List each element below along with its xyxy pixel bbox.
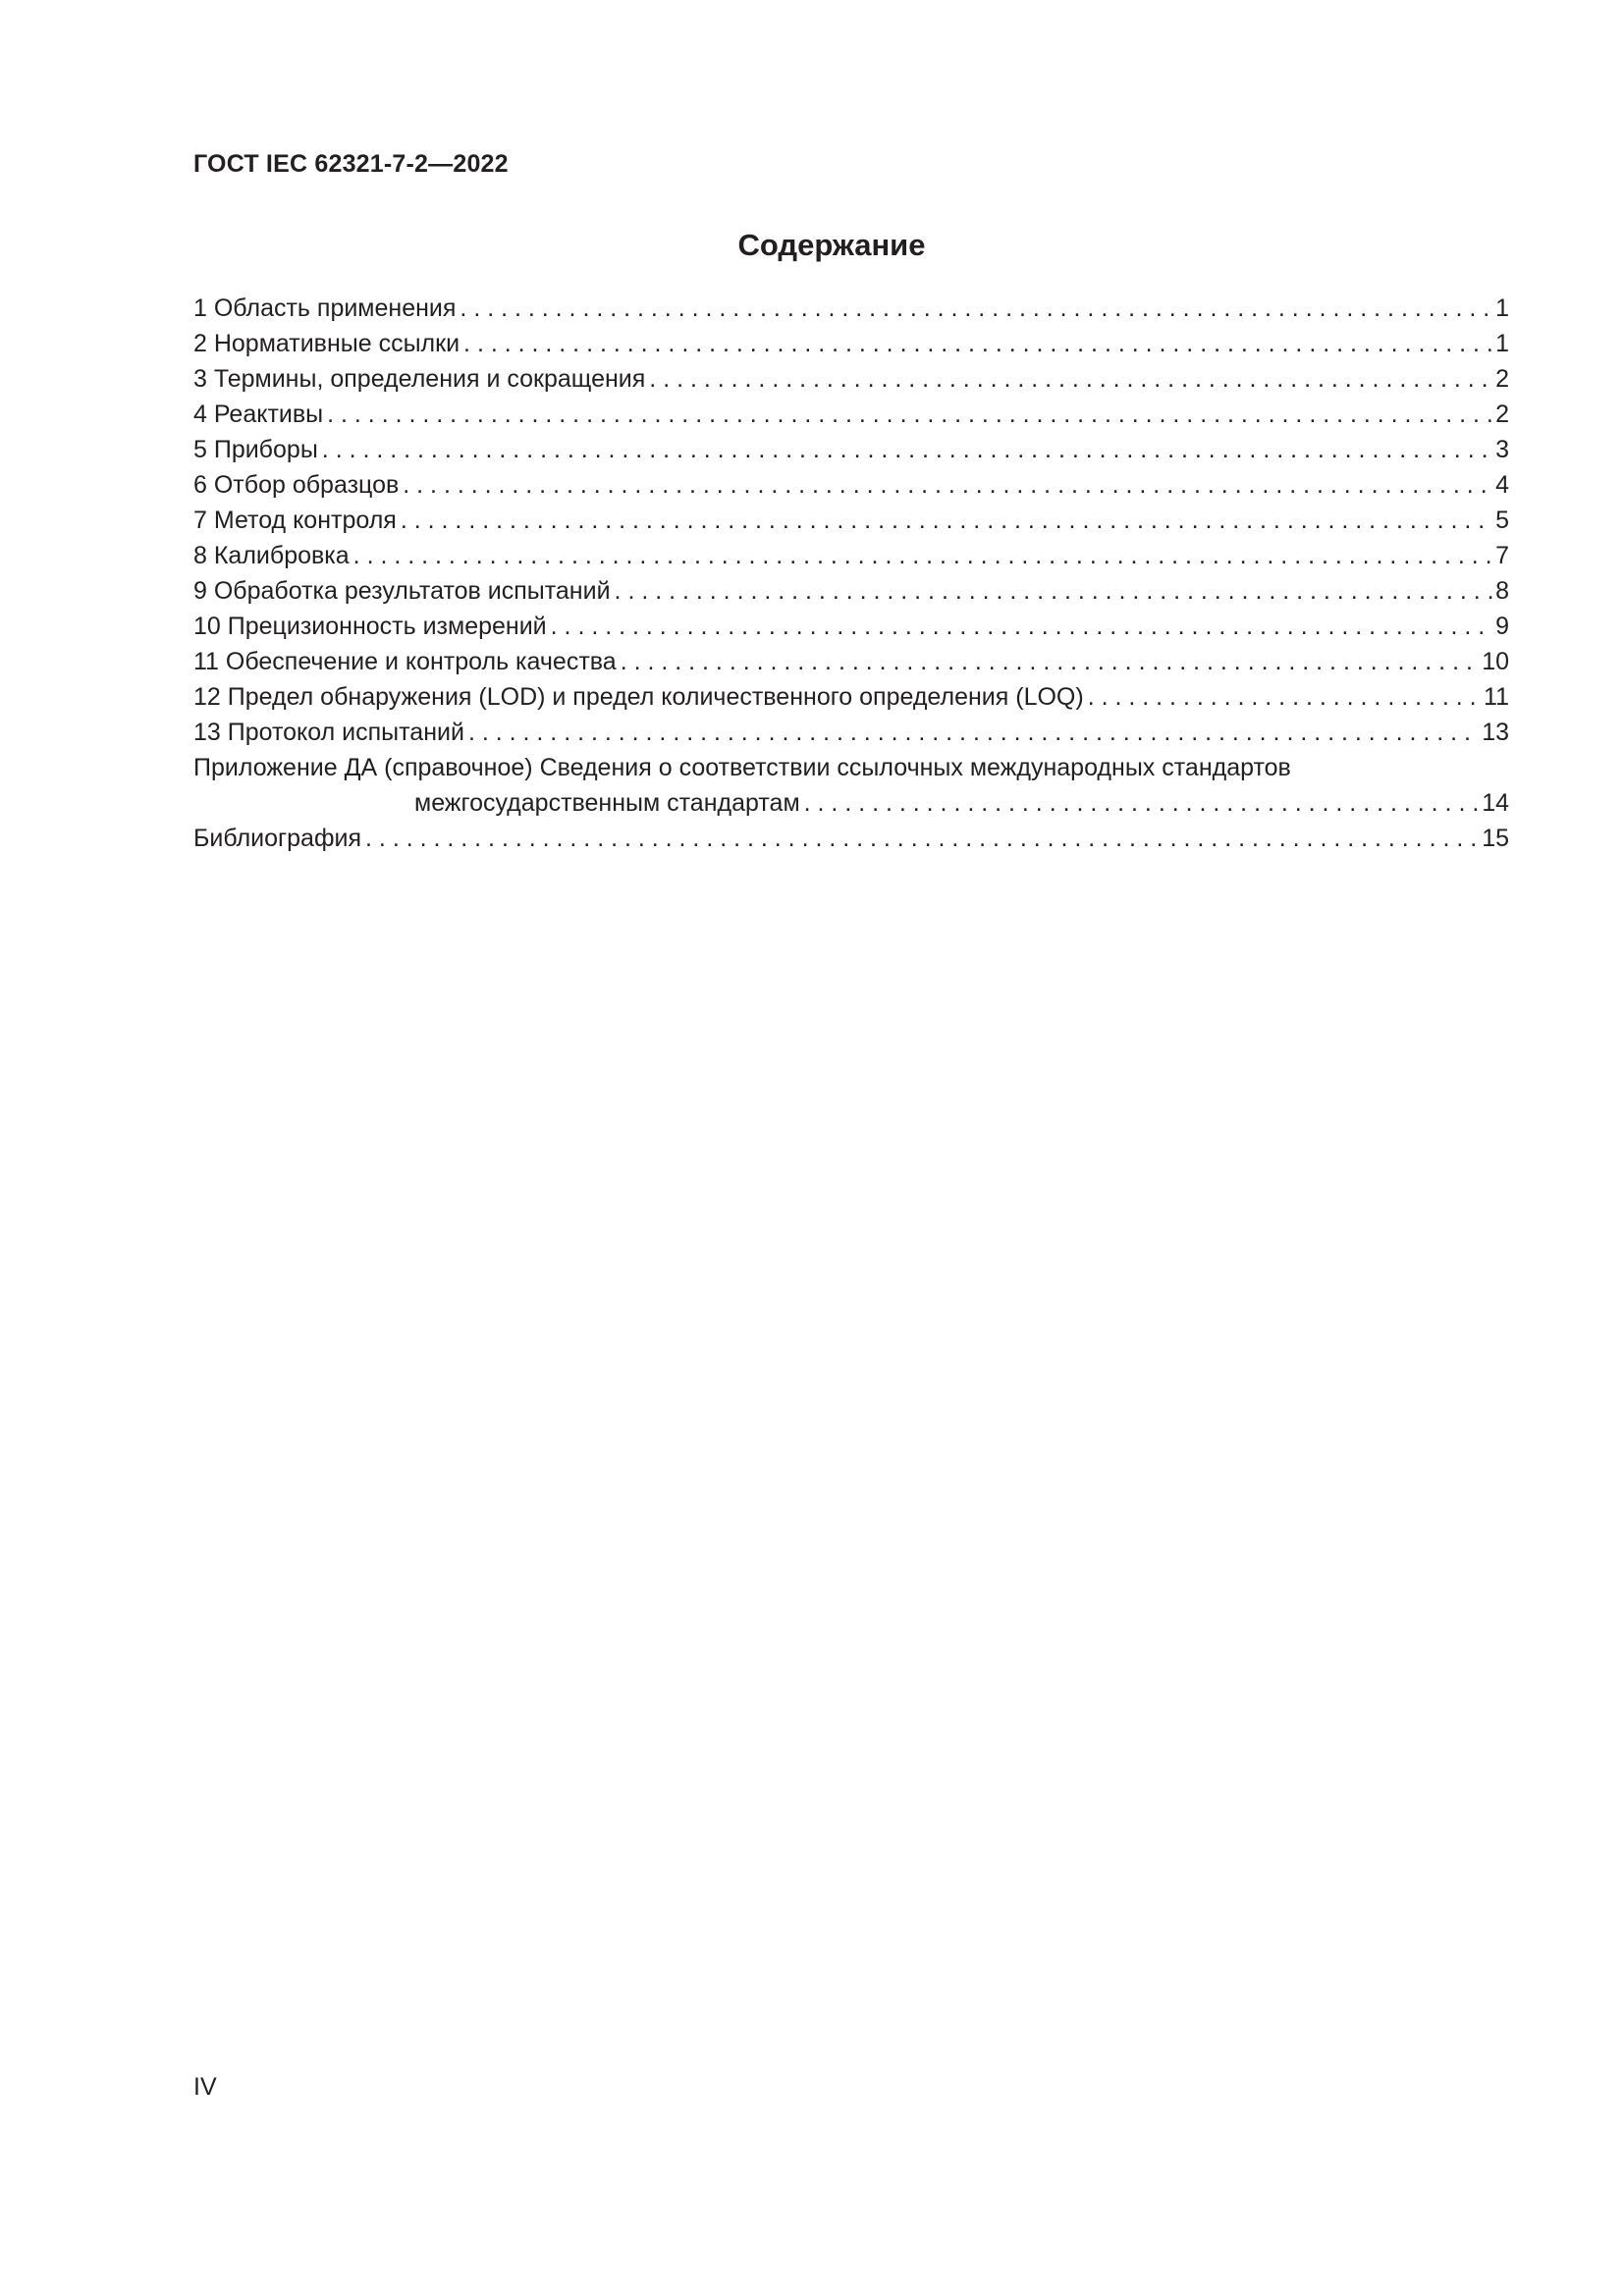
dot-leader xyxy=(615,573,1494,609)
toc-entry[interactable] xyxy=(193,432,1509,467)
toc-entry[interactable] xyxy=(193,715,1509,750)
toc-entry-page: 9 xyxy=(1495,613,1509,640)
toc-entry-page: 10 xyxy=(1482,648,1509,675)
dot-leader xyxy=(551,609,1493,644)
toc-entry-label: 11 Обеспечение и контроль качества xyxy=(193,648,617,675)
toc-bibliography-label: Библиография xyxy=(193,825,362,852)
page-number: IV xyxy=(193,2073,217,2101)
toc-entry-page: 8 xyxy=(1495,577,1509,605)
dot-leader xyxy=(463,326,1493,361)
toc-appendix-page: 14 xyxy=(1482,789,1509,817)
toc-entry[interactable] xyxy=(193,467,1509,503)
toc-entry[interactable] xyxy=(193,609,1509,644)
dot-leader xyxy=(649,361,1493,397)
toc-entry[interactable] xyxy=(193,573,1509,609)
toc-entry-label: 13 Протокол испытаний xyxy=(193,719,464,746)
toc-entry-label: 3 Термины, определения и сокращения xyxy=(193,365,646,393)
toc-entry[interactable] xyxy=(193,644,1509,679)
toc-entry-page: 11 xyxy=(1484,683,1509,711)
toc-entry[interactable] xyxy=(193,538,1509,573)
toc-entry-label: 7 Метод контроля xyxy=(193,507,397,534)
toc-entry-page: 7 xyxy=(1495,542,1509,569)
toc-entry-page: 13 xyxy=(1482,719,1509,746)
toc-appendix-entry[interactable] xyxy=(193,785,1509,821)
toc-appendix-line2: межгосударственным стандартам xyxy=(414,789,800,817)
toc-entry[interactable] xyxy=(193,503,1509,538)
dot-leader xyxy=(621,644,1481,679)
toc-entry-label: 6 Отбор образцов xyxy=(193,471,400,499)
toc-entry[interactable] xyxy=(193,397,1509,432)
toc-entry-page: 4 xyxy=(1495,471,1509,499)
toc-entry-label: 8 Калибровка xyxy=(193,542,350,569)
toc-entry-page: 5 xyxy=(1495,507,1509,534)
dot-leader xyxy=(468,715,1480,750)
toc-bibliography-entry[interactable] xyxy=(193,821,1509,856)
toc-entry-page: 2 xyxy=(1495,365,1509,393)
toc-entry-page: 3 xyxy=(1495,436,1509,463)
toc-entry[interactable] xyxy=(193,326,1509,361)
toc-entry-label: 9 Обработка результатов испытаний xyxy=(193,577,611,605)
dot-leader xyxy=(353,538,1493,573)
toc-entry-page: 1 xyxy=(1495,330,1509,357)
toc-entry[interactable] xyxy=(193,291,1509,326)
dot-leader xyxy=(1088,679,1482,715)
standard-designation: ГОСТ IEC 62321-7-2—2022 xyxy=(193,150,509,178)
toc-title: Содержание xyxy=(737,228,926,262)
toc-entry-page: 2 xyxy=(1495,400,1509,428)
toc-appendix-heading[interactable] xyxy=(193,750,1509,785)
dot-leader xyxy=(322,432,1493,467)
toc-entry[interactable] xyxy=(193,679,1509,715)
toc-entry-label: 4 Реактивы xyxy=(193,400,324,428)
dot-leader xyxy=(460,291,1493,326)
dot-leader xyxy=(401,503,1493,538)
dot-leader xyxy=(365,821,1480,856)
toc-entry-label: 10 Прецизионность измерений xyxy=(193,613,547,640)
toc-entry[interactable] xyxy=(193,361,1509,397)
toc-appendix-line1: Приложение ДА (справочное) Сведения о соответствии ссылочных международных стандартов xyxy=(193,754,1291,781)
toc-entry-label: 12 Предел обнаружения (LOD) и предел количественного определения (LOQ) xyxy=(193,683,1084,711)
toc-entry-label: 1 Область применения xyxy=(193,294,457,322)
dot-leader xyxy=(327,397,1493,432)
dot-leader xyxy=(804,785,1481,821)
dot-leader xyxy=(403,467,1493,503)
toc-entry-label: 5 Приборы xyxy=(193,436,318,463)
table-of-contents xyxy=(193,291,1509,856)
toc-entry-page: 1 xyxy=(1495,294,1509,322)
toc-entry-label: 2 Нормативные ссылки xyxy=(193,330,460,357)
toc-bibliography-page: 15 xyxy=(1482,825,1509,852)
